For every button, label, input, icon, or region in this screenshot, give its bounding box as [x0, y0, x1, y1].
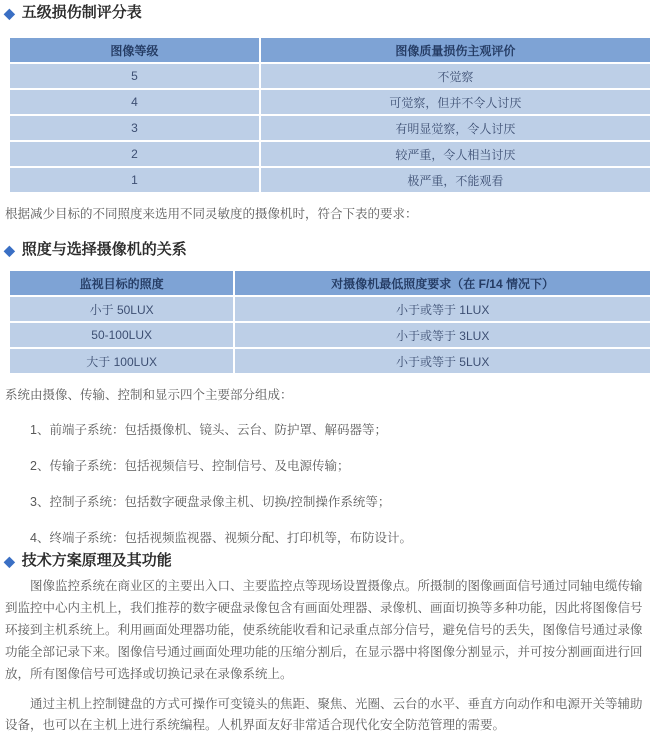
table-header-row	[10, 271, 650, 295]
table-cell: 可觉察，但并不令人讨厌	[261, 90, 650, 114]
table-cell: 小于 50LUX	[10, 297, 233, 321]
table-cell: 小于或等于 3LUX	[235, 323, 650, 347]
table-cell: 1	[10, 168, 259, 192]
illumination-table	[8, 269, 652, 375]
table-row	[10, 64, 650, 88]
section-heading-text: 技术方案原理及其功能	[21, 552, 172, 569]
table-cell: 小于或等于 1LUX	[235, 297, 650, 321]
paragraph-camera-selection: 根据减少目标的不同照度来选用不同灵敏度的摄像机时，符合下表的要求：	[5, 207, 418, 221]
section-heading-text: 照度与选择摄像机的关系	[21, 241, 187, 258]
paragraph-system-parts: 系统由摄像、传输、控制和显示四个主要部分组成：	[5, 388, 293, 402]
table-row	[10, 90, 650, 114]
table-row	[10, 116, 650, 140]
table-header-cell: 对摄像机最低照度要求（在 F/14 情况下）	[235, 271, 650, 295]
table-cell: 不觉察	[261, 64, 650, 88]
table-header-cell: 图像等级	[10, 38, 259, 62]
table-row	[10, 168, 650, 192]
table-cell: 5	[10, 64, 259, 88]
paragraph-tech-principle-1: 图像监控系统在商业区的主要出入口、主要监控点等现场设置摄像点。所摄制的图像画面信号通过同轴电缆传输到监控中心内主机上，我们推荐的数字硬盘录像包含有画面处理器、录像机、画面切换等多种功能，因此将图像信号环接到主机系统上。利用画面处理器功能，使系统能收看和记录重点部分信号，避免信号的丢失，图像信号通过录像功能全部记录下来。图像信号通过画面处理功能的压缩分割后，在显示器中将图像分割显示，并可按分割画面进行回放，所有图像信号可选择或切换记录在录像系统上。	[5, 579, 643, 681]
list-item-control-subsystem: 3、控制子系统：包括数字硬盘录像主机、切换/控制操作系统等；	[30, 495, 391, 509]
table-row	[10, 349, 650, 373]
section-heading-damage-scale	[4, 4, 660, 22]
table-cell: 有明显觉察，令人讨厌	[261, 116, 650, 140]
list-item-front-subsystem: 1、前端子系统：包括摄像机、镜头、云台、防护罩、解码器等；	[30, 423, 387, 437]
table-cell: 2	[10, 142, 259, 166]
table-cell: 4	[10, 90, 259, 114]
paragraph-tech-principle-2: 通过主机上控制键盘的方式可操作可变镜头的焦距、聚焦、光圈、云台的水平、垂直方向动作和电源开关等辅助设备，也可以在主机上进行系统编程。人机界面友好非常适合现代化安全防范管理的需要。	[5, 697, 643, 732]
document-page	[0, 4, 660, 745]
section-heading-illumination	[4, 241, 660, 259]
table-cell: 3	[10, 116, 259, 140]
list-item-transmission-subsystem: 2、传输子系统：包括视频信号、控制信号、及电源传输；	[30, 459, 350, 473]
table-cell: 大于 100LUX	[10, 349, 233, 373]
table-cell: 极严重，不能观看	[261, 168, 650, 192]
list-item-terminal-subsystem: 4、终端子系统：包括视频监视器、视频分配、打印机等，布防设计。	[30, 531, 412, 545]
section-heading-tech-principle	[4, 552, 660, 570]
section-heading-text: 五级损伤制评分表	[21, 4, 142, 21]
damage-rating-table	[8, 36, 652, 194]
table-header-cell: 监视目标的照度	[10, 271, 233, 295]
table-header-cell: 图像质量损伤主观评价	[261, 38, 650, 62]
table-cell: 较严重，令人相当讨厌	[261, 142, 650, 166]
diamond-bullet-icon: ◆	[4, 242, 15, 258]
table-row	[10, 297, 650, 321]
table-cell: 小于或等于 5LUX	[235, 349, 650, 373]
table-row	[10, 323, 650, 347]
table-row	[10, 142, 650, 166]
diamond-bullet-icon: ◆	[4, 5, 15, 21]
table-header-row	[10, 38, 650, 62]
diamond-bullet-icon: ◆	[4, 553, 15, 569]
table-cell: 50-100LUX	[10, 323, 233, 347]
